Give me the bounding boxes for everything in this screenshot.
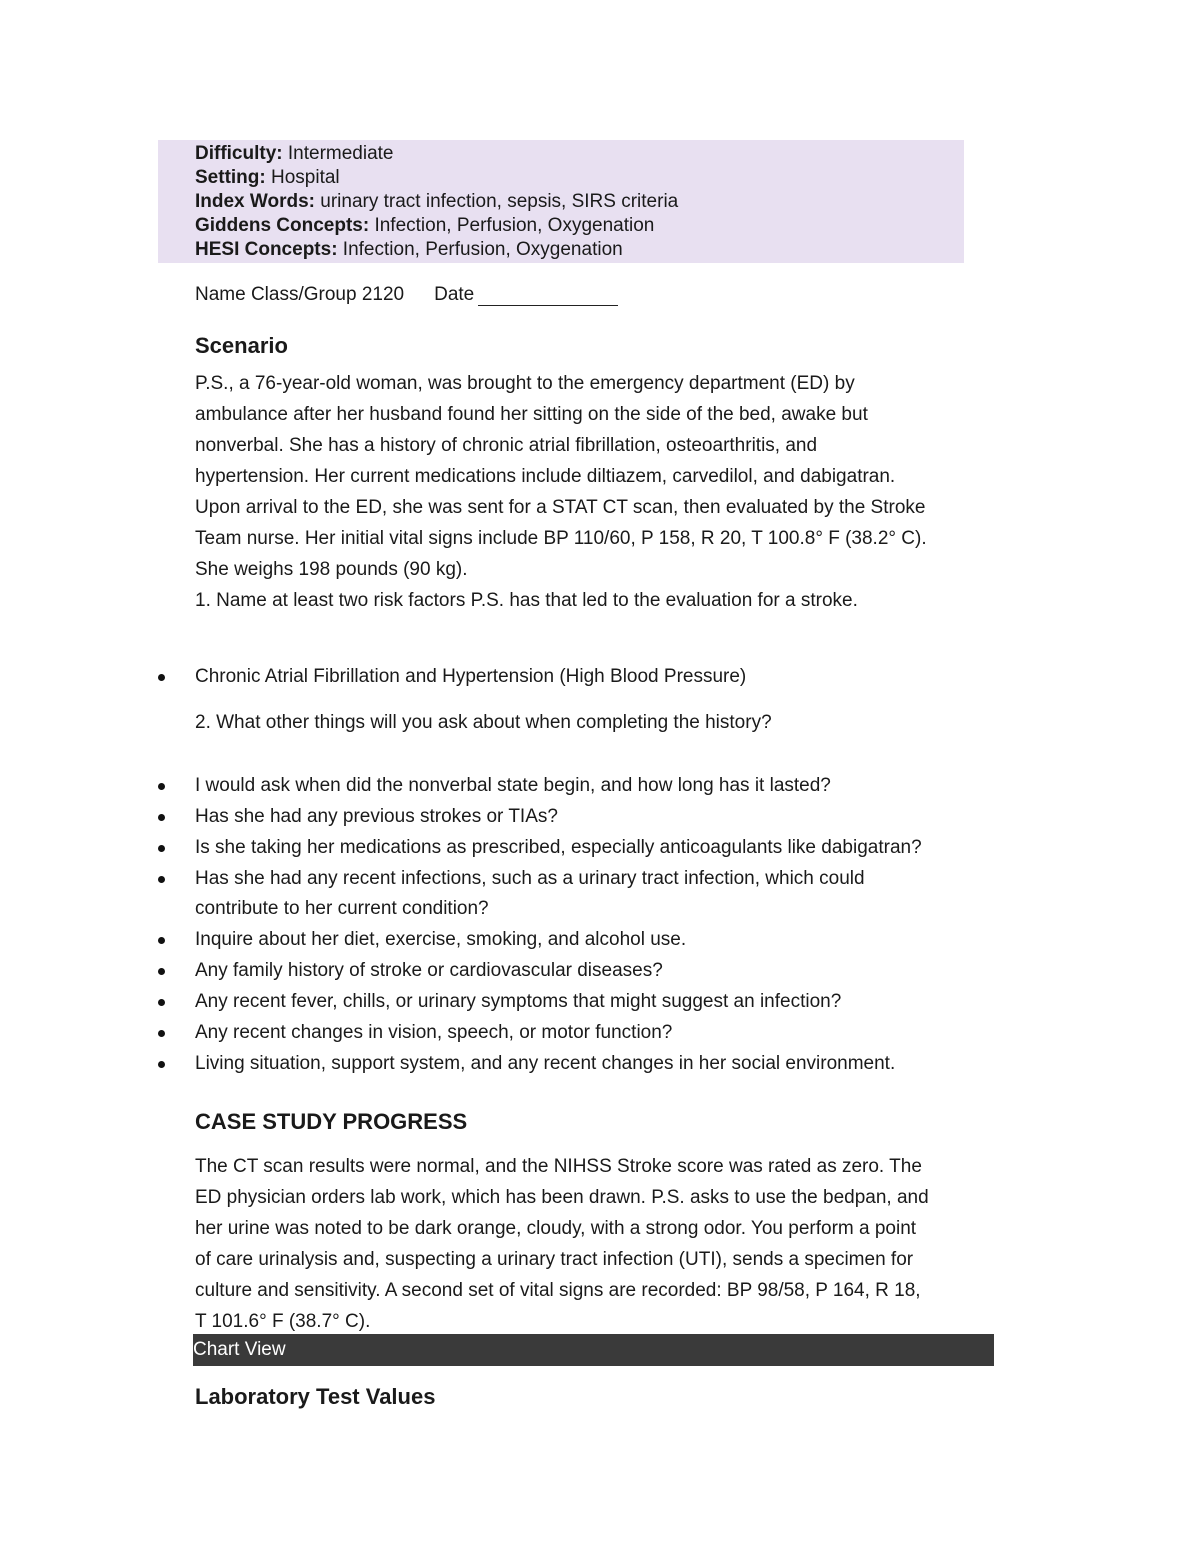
date-label: Date — [434, 284, 475, 305]
scenario-line: hypertension. Her current medications include diltiazem, carvedilol, and dabigatran. — [195, 466, 896, 487]
list-item: Inquire about her diet, exercise, smoking, and alcohol use. — [195, 925, 686, 955]
name-date-line — [195, 284, 618, 306]
meta-index-words: Index Words: urinary tract infection, sepsis, SIRS criteria — [195, 191, 679, 212]
list-item: Is she taking her medications as prescribed, especially anticoagulants like dabigatran? — [195, 833, 922, 863]
list-item: Has she had any recent infections, such as a urinary tract infection, which could — [195, 864, 865, 894]
name-class-group: Name Class/Group 2120 — [195, 284, 405, 305]
meta-giddens-concepts: Giddens Concepts: Infection, Perfusion, Oxygenation — [195, 215, 655, 236]
progress-line: her urine was noted to be dark orange, cloudy, with a strong odor. You perform a point — [195, 1218, 917, 1239]
scenario-paragraph — [195, 368, 995, 616]
bullet-icon — [158, 674, 165, 681]
bullet-icon — [158, 783, 165, 790]
list-item: Chronic Atrial Fibrillation and Hypertension (High Blood Pressure) — [195, 662, 746, 692]
date-field-line — [478, 287, 618, 306]
question-1: 1. Name at least two risk factors P.S. has that led to the evaluation for a stroke. — [195, 590, 858, 611]
bullet-icon — [158, 1061, 165, 1068]
list-item: Any family history of stroke or cardiovascular diseases? — [195, 956, 663, 986]
meta-setting: Setting: Hospital — [195, 167, 340, 188]
list-item-continuation: contribute to her current condition? — [195, 898, 489, 919]
scenario-line: She weighs 198 pounds (90 kg). — [195, 559, 468, 580]
scenario-line: P.S., a 76-year-old woman, was brought to the emergency department (ED) by — [195, 373, 855, 394]
list-item: I would ask when did the nonverbal state begin, and how long has it lasted? — [195, 771, 831, 801]
progress-line: T 101.6° F (38.7° C). — [195, 1311, 371, 1332]
bullet-icon — [158, 937, 165, 944]
progress-line: ED physician orders lab work, which has been drawn. P.S. asks to use the bedpan, and — [195, 1187, 929, 1208]
bullet-icon — [158, 968, 165, 975]
case-study-progress-heading: CASE STUDY PROGRESS — [195, 1109, 468, 1134]
progress-line: The CT scan results were normal, and the NIHSS Stroke score was rated as zero. The — [195, 1156, 922, 1177]
meta-difficulty: Difficulty: Intermediate — [195, 143, 394, 164]
bullet-icon — [158, 845, 165, 852]
bullet-icon — [158, 876, 165, 883]
question-2: 2. What other things will you ask about when completing the history? — [195, 712, 772, 733]
scenario-line: Upon arrival to the ED, she was sent for a STAT CT scan, then evaluated by the Stroke — [195, 497, 926, 518]
meta-hesi-concepts: HESI Concepts: Infection, Perfusion, Oxygenation — [195, 239, 623, 260]
list-item: Any recent fever, chills, or urinary symptoms that might suggest an infection? — [195, 987, 841, 1017]
metadata-box — [158, 140, 964, 263]
progress-line: culture and sensitivity. A second set of vital signs are recorded: BP 98/58, P 164, R 18, — [195, 1280, 921, 1301]
scenario-heading: Scenario — [195, 333, 288, 358]
scenario-line: Team nurse. Her initial vital signs include BP 110/60, P 158, R 20, T 100.8° F (38.2° C). — [195, 528, 927, 549]
chart-view-bar[interactable] — [193, 1334, 994, 1366]
laboratory-test-values-heading: Laboratory Test Values — [195, 1384, 436, 1409]
chart-view-label: Chart View — [193, 1339, 286, 1360]
case-study-progress-paragraph — [195, 1151, 995, 1337]
list-item: Has she had any previous strokes or TIAs? — [195, 802, 558, 832]
scenario-line: ambulance after her husband found her sitting on the side of the bed, awake but — [195, 404, 868, 425]
bullet-icon — [158, 999, 165, 1006]
list-item: Living situation, support system, and any recent changes in her social environment. — [195, 1049, 895, 1079]
progress-line: of care urinalysis and, suspecting a urinary tract infection (UTI), sends a specimen for — [195, 1249, 914, 1270]
scenario-line: nonverbal. She has a history of chronic atrial fibrillation, osteoarthritis, and — [195, 435, 818, 456]
list-item: Any recent changes in vision, speech, or motor function? — [195, 1018, 672, 1048]
bullet-icon — [158, 814, 165, 821]
bullet-icon — [158, 1030, 165, 1037]
